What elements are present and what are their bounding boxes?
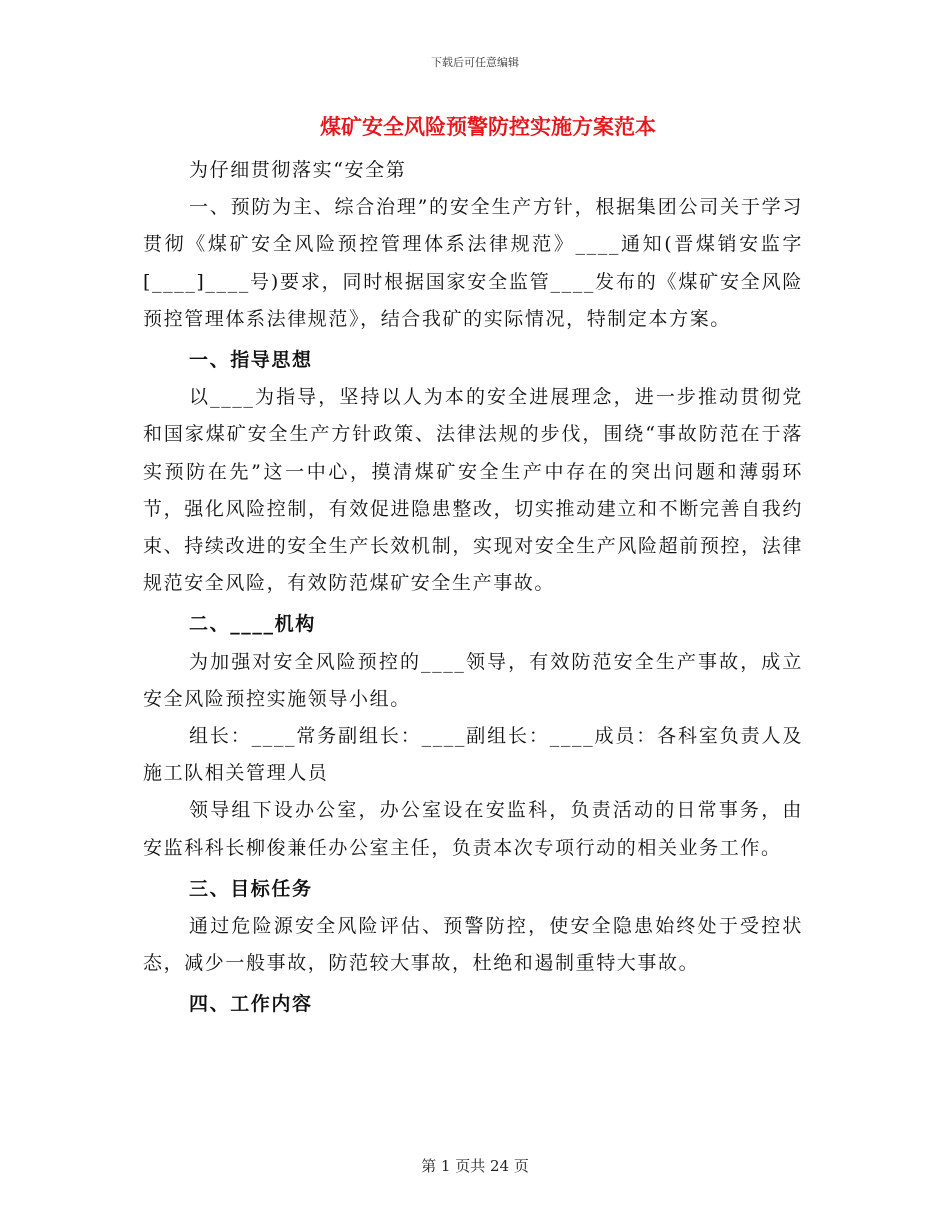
section-heading-work-content: 四、工作内容 [189,993,313,1016]
section-body-goals: 通过危险源安全风险评估、预警防控，使安全隐患始终处于受控状态，减少一般事故，防范较大事故，杜绝和遏制重特大事故。 [143,915,803,975]
section-body-guiding-ideology: 以____为指导，坚持以人为本的安全进展理念，进一步推动贯彻党和国家煤矿安全生产方针政策、法律法规的步伐，围绕“事故防范在于落实预防在先”这一中心，摸清煤矿安全生产中存在的突出问题和薄弱环节，强化风险控制，有效促进隐患整改，切实推动建立和不断完善自我约束、持续改进的安全生产长效机制，实现对安全生产风险超前预控，法律规范安全风险，有效防范煤矿安全生产事故。 [143,386,803,595]
intro-paragraph-2: 一、预防为主、综合治理”的安全生产方针，根据集团公司关于学习贯彻《煤矿安全风险预控管理体系法律规范》____通知(晋煤销安监字[____]____号)要求，同时根据国家安全监管____发布的《煤矿安全风险预控管理体系法律规范》，结合我矿的实际情况，特制定本方案。 [143,196,803,330]
section-body-organization-1: 为加强对安全风险预控的____领导，有效防范安全生产事故，成立安全风险预控实施领导小组。 [143,650,803,710]
intro-paragraph-1: 为仔细贯彻落实“安全第 [189,159,407,181]
section-body-organization-3: 领导组下设办公室，办公室设在安监科，负责活动的日常事务，由安监科科长柳俊兼任办公室主任，负责本次专项行动的相关业务工作。 [143,799,803,859]
section-heading-guiding-ideology: 一、指导思想 [189,349,313,372]
page-footer-number: 第 1 页共 24 页 [421,1157,529,1175]
section-heading-organization: 二、____机构 [189,613,316,636]
document-title: 煤矿安全风险预警防控实施方案范本 [320,114,656,139]
page-header-note: 下载后可任意编辑 [431,56,519,69]
document-body [143,112,803,1024]
section-body-organization-2: 组长：____常务副组长：____副组长：____成员：各科室负责人及施工队相关管理人员 [143,725,803,785]
section-heading-goals: 三、目标任务 [189,877,313,900]
